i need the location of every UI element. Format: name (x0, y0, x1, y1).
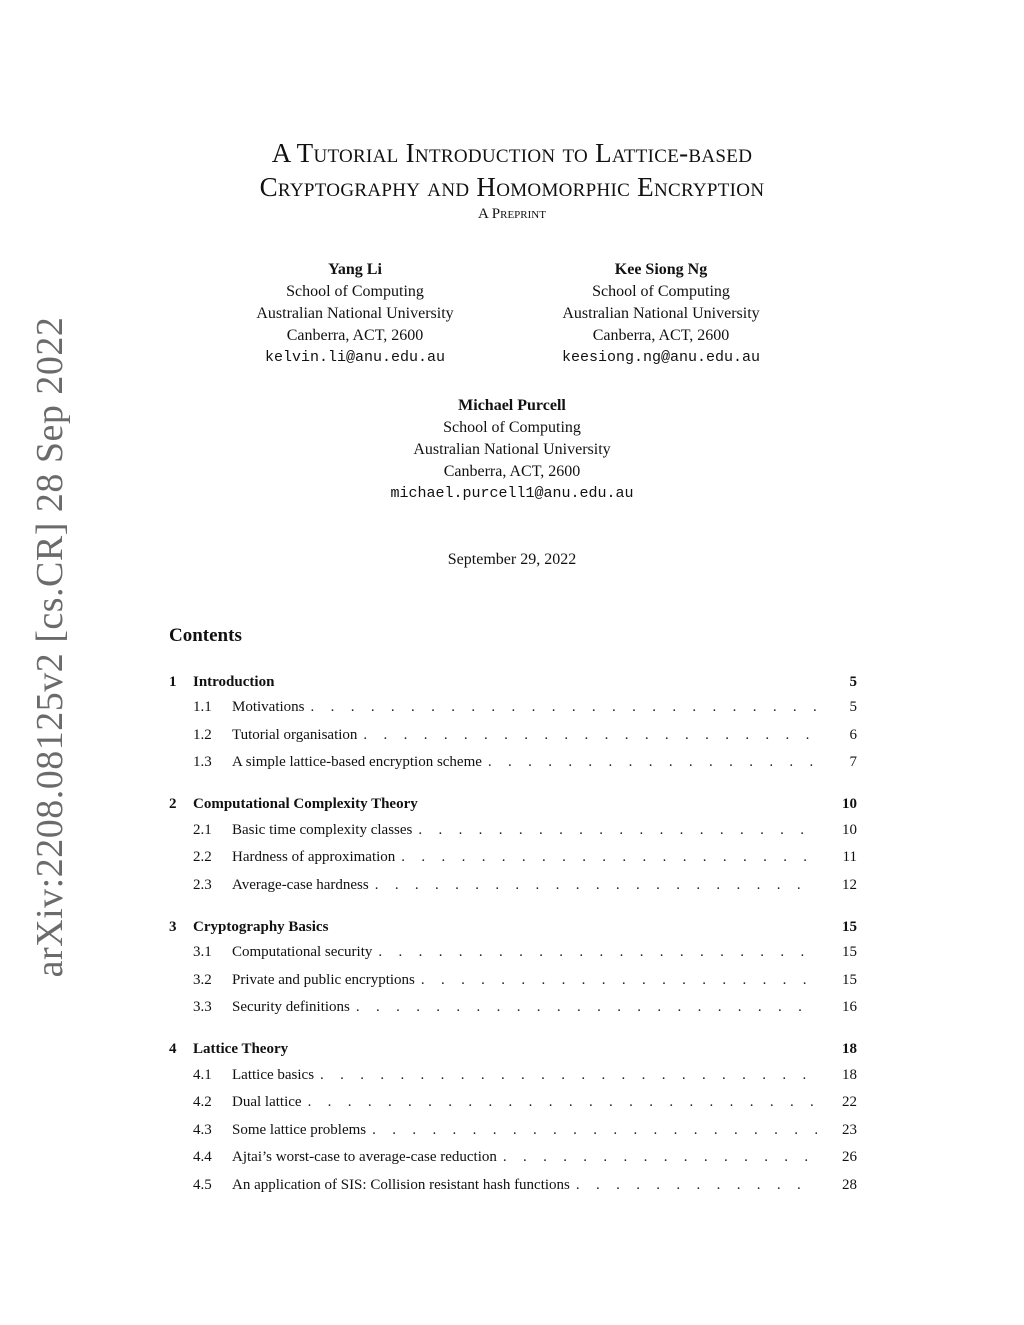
author-university: Australian National University (413, 441, 611, 458)
author-address: Canberra, ACT, 2600 (443, 463, 581, 480)
dot-leader (372, 1122, 817, 1139)
toc-subsection-number: 1.2 (193, 726, 212, 743)
dot-leader (320, 1067, 817, 1084)
dot-leader (488, 754, 817, 771)
toc-subsection-number: 3.2 (193, 971, 212, 988)
toc-section-number: 2 (169, 796, 177, 812)
toc-page-number: 16 (842, 999, 857, 1016)
toc-subsection-title: Hardness of approximation (232, 849, 396, 866)
toc-subsection-number: 4.3 (193, 1121, 212, 1138)
author-block (496, 259, 826, 369)
toc-page-number: 5 (849, 673, 857, 690)
toc-subsection-number: 4.2 (193, 1094, 212, 1111)
dot-leader (401, 849, 817, 866)
toc-subsection-number: 1.3 (193, 754, 212, 771)
dot-leader (363, 727, 817, 744)
toc-page-number: 22 (842, 1094, 857, 1111)
toc-section-title: Computational Complexity Theory (193, 796, 418, 812)
toc-subsection-entry[interactable] (169, 1089, 857, 1117)
dot-leader (378, 944, 817, 961)
toc-subsection-entry[interactable] (169, 749, 857, 777)
author-department: School of Computing (286, 283, 424, 300)
paper-title-line-1: A Tutorial Introduction to Lattice-based (271, 138, 753, 168)
author-name: Yang Li (328, 261, 382, 278)
publication-date: September 29, 2022 (447, 551, 577, 568)
toc-section-entry[interactable] (169, 915, 857, 939)
toc-section-number: 1 (169, 673, 177, 690)
toc-subsection-number: 4.1 (193, 1066, 212, 1083)
dot-leader (418, 822, 817, 839)
author-name: Michael Purcell (458, 397, 566, 414)
author-name: Kee Siong Ng (614, 261, 708, 278)
toc-subsection-title: Ajtai’s worst-case to average-case reduction (232, 1149, 497, 1166)
toc-section-entry[interactable] (169, 1038, 857, 1062)
toc-section-number: 4 (169, 1041, 177, 1057)
author-department: School of Computing (443, 419, 581, 436)
toc-subsection-title: Security definitions (232, 999, 350, 1016)
toc-page-number: 11 (842, 849, 857, 866)
arxiv-identifier-stamp: arXiv:2208.08125v2 [cs.CR] 28 Sep 2022 (29, 316, 71, 978)
toc-page-number: 10 (842, 796, 857, 812)
toc-subsection-title: Some lattice problems (232, 1121, 367, 1138)
toc-page-number: 15 (842, 944, 857, 961)
dot-leader (308, 1094, 817, 1111)
toc-page-number: 18 (842, 1041, 857, 1057)
dot-leader (311, 699, 817, 716)
toc-subsection-title: An application of SIS: Collision resistant hash functions (232, 1176, 570, 1193)
toc-subsection-entry[interactable] (169, 817, 857, 845)
toc-subsection-entry[interactable] (169, 844, 857, 872)
toc-subsection-entry[interactable] (169, 1062, 857, 1090)
toc-page-number: 15 (842, 971, 857, 988)
toc-page-number: 5 (849, 699, 857, 716)
toc-section-title: Lattice Theory (193, 1041, 289, 1057)
toc-page-number: 18 (842, 1066, 857, 1083)
toc-subsection-title: Lattice basics (232, 1066, 315, 1083)
dot-leader (375, 877, 817, 894)
toc-page-number: 26 (842, 1149, 857, 1166)
toc-page-number: 6 (849, 726, 857, 743)
dot-leader (503, 1149, 817, 1166)
author-block (347, 395, 677, 505)
toc-subsection-title: Motivations (232, 699, 305, 716)
toc-page-number: 28 (842, 1176, 857, 1193)
toc-subsection-title: Dual lattice (232, 1094, 302, 1111)
toc-subsection-entry[interactable] (169, 939, 857, 967)
toc-subsection-entry[interactable] (169, 967, 857, 995)
toc-subsection-entry[interactable] (169, 872, 857, 900)
toc-subsection-title: Computational security (232, 944, 373, 961)
toc-subsection-title: Private and public encryptions (232, 971, 415, 988)
toc-page-number: 15 (842, 918, 857, 935)
toc-section (169, 793, 857, 900)
paper-title-line-2: Cryptography and Homomorphic Encryption (259, 172, 765, 202)
toc-subsection-entry[interactable] (169, 1117, 857, 1145)
toc-subsection-entry[interactable] (169, 1144, 857, 1172)
author-email-link[interactable]: kelvin.li@anu.edu.au (264, 349, 446, 366)
toc-page-number: 7 (849, 754, 857, 771)
toc-section-number: 3 (169, 918, 177, 935)
toc-subsection-number: 4.5 (193, 1176, 212, 1193)
author-university: Australian National University (562, 305, 760, 322)
toc-subsection-title: Basic time complexity classes (232, 821, 413, 838)
toc-subsection-number: 2.3 (193, 876, 212, 893)
dot-leader (421, 972, 817, 989)
toc-subsection-number: 3.3 (193, 999, 212, 1016)
toc-section-entry[interactable] (169, 793, 857, 817)
author-email-link[interactable]: keesiong.ng@anu.edu.au (561, 349, 761, 366)
toc-page-number: 12 (842, 876, 857, 893)
toc-subsection-number: 1.1 (193, 699, 212, 716)
toc-subsection-entry[interactable] (169, 694, 857, 722)
toc-section (169, 1038, 857, 1200)
toc-subsection-entry[interactable] (169, 994, 857, 1022)
toc-section (169, 915, 857, 1022)
toc-subsection-number: 2.2 (193, 849, 212, 866)
toc-subsection-entry[interactable] (169, 1172, 857, 1200)
author-address: Canberra, ACT, 2600 (286, 327, 424, 344)
author-block (190, 259, 520, 369)
toc-section (169, 670, 857, 777)
toc-subsection-title: A simple lattice-based encryption scheme (232, 754, 482, 771)
toc-section-entry[interactable] (169, 670, 857, 694)
author-department: School of Computing (592, 283, 730, 300)
table-of-contents (169, 670, 857, 1215)
toc-section-title: Introduction (193, 673, 275, 690)
author-email-link[interactable]: michael.purcell1@anu.edu.au (390, 485, 634, 502)
toc-page-number: 23 (842, 1121, 857, 1138)
contents-heading: Contents (169, 625, 242, 646)
dot-leader (356, 999, 817, 1016)
toc-page-number: 10 (842, 821, 857, 838)
dot-leader (576, 1177, 817, 1194)
toc-subsection-entry[interactable] (169, 722, 857, 750)
toc-subsection-number: 2.1 (193, 821, 212, 838)
toc-subsection-number: 3.1 (193, 944, 212, 961)
author-address: Canberra, ACT, 2600 (592, 327, 730, 344)
toc-section-title: Cryptography Basics (193, 918, 329, 935)
toc-subsection-title: Tutorial organisation (232, 726, 358, 743)
preprint-label: A Preprint (478, 206, 546, 222)
author-university: Australian National University (256, 305, 454, 322)
toc-subsection-number: 4.4 (193, 1149, 212, 1166)
toc-subsection-title: Average-case hardness (232, 876, 369, 893)
